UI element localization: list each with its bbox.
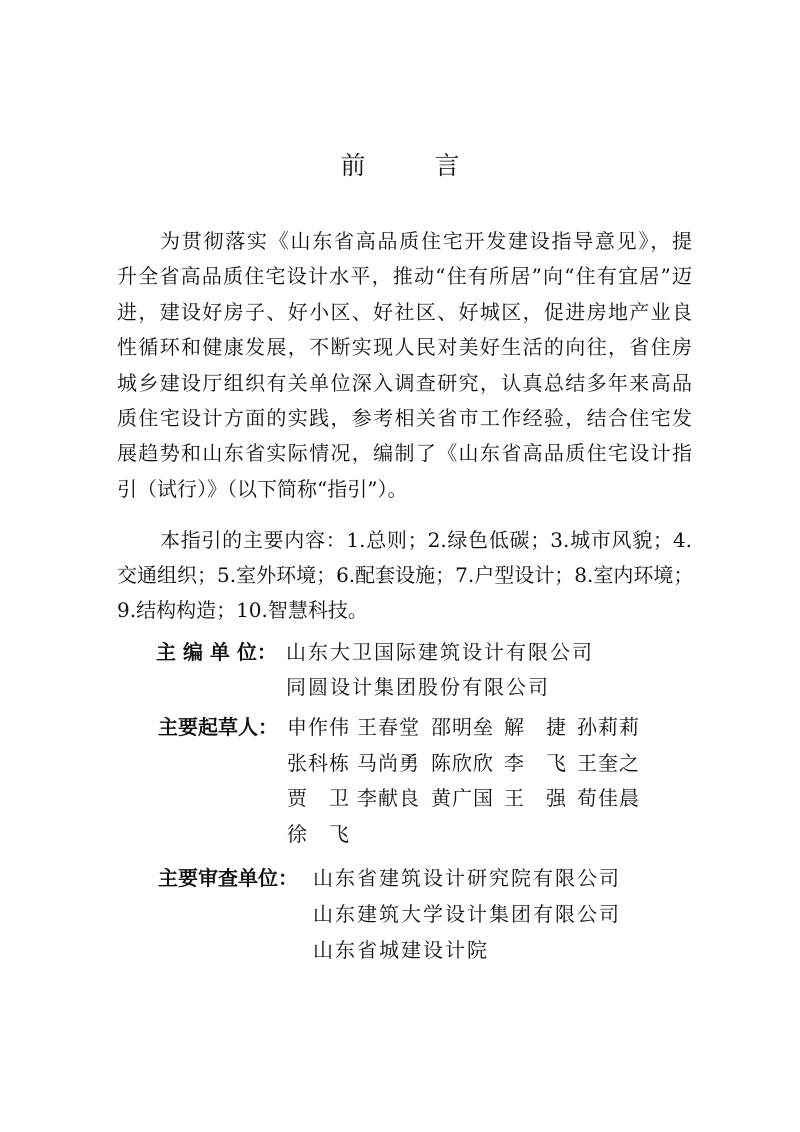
drafter-name: 徐 飞 xyxy=(287,822,350,846)
drafter-name: 王奎之 xyxy=(577,751,640,775)
drafter-name: 王 强 xyxy=(504,786,567,810)
text-line: 引（试行）》（以下简称“指引”）。 xyxy=(117,477,408,501)
drafter-name: 李 飞 xyxy=(504,751,567,775)
reviewer-unit: 山东建筑大学设计集团有限公司 xyxy=(313,902,621,926)
drafter-name: 荀佳晨 xyxy=(577,786,640,810)
text-line: 为贯彻落实《山东省高品质住宅开发建设指导意见》，提 xyxy=(160,229,692,253)
drafter-name: 陈欣欣 xyxy=(431,751,494,775)
chief-editor-label: 主 编 单 位： xyxy=(156,640,277,664)
drafter-name: 李献良 xyxy=(357,786,420,810)
chief-editor-unit: 同圆设计集团股份有限公司 xyxy=(286,675,550,699)
reviewer-unit: 山东省城建设计院 xyxy=(313,938,489,962)
text-line: 进，建设好房子、好小区、好社区、好城区，促进房地产业良 xyxy=(117,300,692,324)
drafter-name: 申作伟 xyxy=(287,715,350,739)
text-line: 升全省高品质住宅设计水平，推动“住有所居”向“住有宜居”迈 xyxy=(117,264,692,288)
page-title: 前 言 xyxy=(340,151,482,180)
drafter-name: 孙莉莉 xyxy=(577,715,640,739)
text-line: 城乡建设厅组织有关单位深入调查研究，认真总结多年来高品 xyxy=(117,371,692,395)
text-line: 交通组织；5.室外环境；6.配套设施；7.户型设计；8.室内环境； xyxy=(117,563,694,587)
drafter-name: 张科栋 xyxy=(287,751,350,775)
text-line: 9.结构构造；10.智慧科技。 xyxy=(117,598,368,622)
text-line: 质住宅设计方面的实践，参考相关省市工作经验，结合住宅发 xyxy=(117,406,692,430)
reviewers-label: 主要审查单位： xyxy=(158,866,298,890)
text-line: 性循环和健康发展，不断实现人民对美好生活的向往，省住房 xyxy=(117,335,692,359)
drafter-name: 解 捷 xyxy=(504,715,567,739)
reviewer-unit: 山东省建筑设计研究院有限公司 xyxy=(313,866,621,890)
drafter-name: 黄广国 xyxy=(431,786,494,810)
drafter-name: 王春堂 xyxy=(357,715,420,739)
text-line: 展趋势和山东省实际情况，编制了《山东省高品质住宅设计指 xyxy=(117,441,692,465)
drafters-label: 主要起草人： xyxy=(158,715,278,739)
drafter-name: 贾 卫 xyxy=(287,786,350,810)
drafter-name: 邵明垒 xyxy=(431,715,494,739)
chief-editor-unit: 山东大卫国际建筑设计有限公司 xyxy=(286,640,594,664)
drafter-name: 马尚勇 xyxy=(357,751,420,775)
text-line: 本指引的主要内容：1.总则；2.绿色低碳；3.城市风貌；4. xyxy=(160,528,692,552)
